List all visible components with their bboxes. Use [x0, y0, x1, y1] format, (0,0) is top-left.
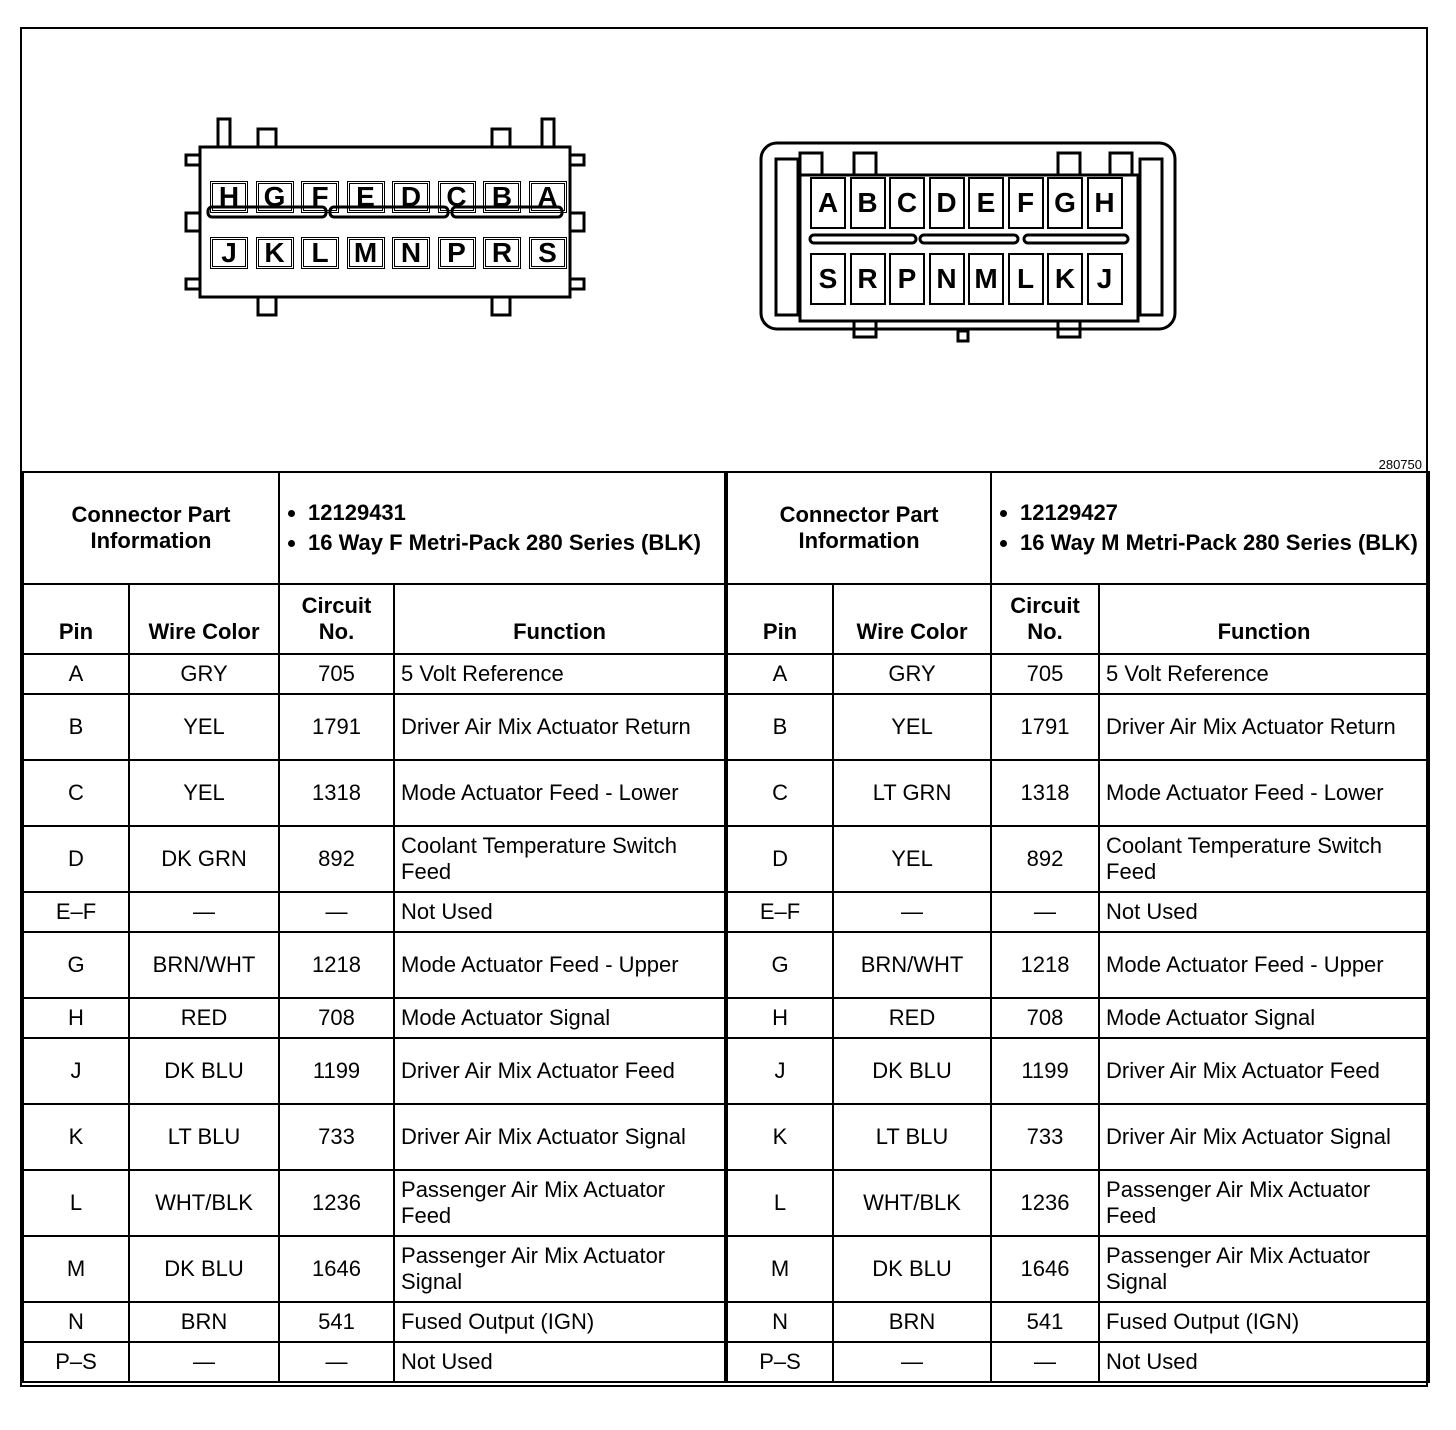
- pin-G: G: [1047, 177, 1083, 229]
- female-connector-outline: [180, 117, 600, 327]
- wire-color-cell: —: [833, 1342, 991, 1382]
- pin-cell: P–S: [23, 1342, 129, 1382]
- pin-cell: G: [727, 932, 833, 998]
- table-row: [727, 654, 1429, 694]
- table-row: [23, 1104, 725, 1170]
- pin-F: F: [1008, 177, 1044, 229]
- table-row: [727, 998, 1429, 1038]
- circuit-cell: 1318: [991, 760, 1099, 826]
- pin-R: R: [850, 253, 886, 305]
- function-cell: Not Used: [1099, 892, 1429, 932]
- table-row: [23, 1038, 725, 1104]
- table-row: [23, 654, 725, 694]
- circuit-cell: 708: [991, 998, 1099, 1038]
- female-connector-table: [22, 471, 726, 1383]
- function-cell: 5 Volt Reference: [1099, 654, 1429, 694]
- function-cell: Mode Actuator Feed - Lower: [394, 760, 725, 826]
- circuit-cell: 733: [991, 1104, 1099, 1170]
- function-cell: Mode Actuator Feed - Upper: [394, 932, 725, 998]
- table-row: [23, 998, 725, 1038]
- pin-cell: M: [23, 1236, 129, 1302]
- pin-cell: H: [727, 998, 833, 1038]
- table-row: [727, 932, 1429, 998]
- pin-A: A: [810, 177, 846, 229]
- pin-P: P: [438, 237, 476, 269]
- circuit-cell: 1218: [279, 932, 394, 998]
- pin-N: N: [392, 237, 430, 269]
- table-row: [23, 826, 725, 892]
- pin-S: S: [810, 253, 846, 305]
- part-number: • 12129431: [308, 500, 718, 526]
- wire-color-cell: DK BLU: [129, 1038, 279, 1104]
- wire-color-cell: YEL: [129, 694, 279, 760]
- circuit-cell: 892: [279, 826, 394, 892]
- pin-A: A: [529, 181, 567, 213]
- info-label: Connector Part Information: [23, 472, 279, 584]
- part-info: [279, 472, 725, 584]
- pin-K: K: [256, 237, 294, 269]
- circuit-cell: 1199: [279, 1038, 394, 1104]
- circuit-cell: 705: [991, 654, 1099, 694]
- function-cell: Mode Actuator Signal: [1099, 998, 1429, 1038]
- circuit-cell: 541: [991, 1302, 1099, 1342]
- pin-F: F: [301, 181, 339, 213]
- col-pin: Pin: [727, 584, 833, 654]
- circuit-cell: 1791: [991, 694, 1099, 760]
- wire-color-cell: YEL: [833, 694, 991, 760]
- pin-D: D: [392, 181, 430, 213]
- function-cell: Fused Output (IGN): [394, 1302, 725, 1342]
- function-cell: Driver Air Mix Actuator Return: [1099, 694, 1429, 760]
- function-cell: Driver Air Mix Actuator Signal: [1099, 1104, 1429, 1170]
- pin-cell: D: [23, 826, 129, 892]
- circuit-cell: 705: [279, 654, 394, 694]
- table-row: [23, 1236, 725, 1302]
- pin-H: H: [1087, 177, 1123, 229]
- circuit-cell: —: [991, 1342, 1099, 1382]
- pin-C: C: [889, 177, 925, 229]
- pin-cell: B: [23, 694, 129, 760]
- pin-D: D: [929, 177, 965, 229]
- pin-P: P: [889, 253, 925, 305]
- wire-color-cell: LT BLU: [833, 1104, 991, 1170]
- part-description: • 16 Way M Metri-Pack 280 Series (BLK): [1020, 530, 1422, 556]
- pin-cell: J: [23, 1038, 129, 1104]
- table-row: [727, 694, 1429, 760]
- table-row: [727, 1038, 1429, 1104]
- wire-color-cell: DK BLU: [129, 1236, 279, 1302]
- wire-color-cell: YEL: [833, 826, 991, 892]
- wire-color-cell: WHT/BLK: [833, 1170, 991, 1236]
- pin-G: G: [256, 181, 294, 213]
- pin-J: J: [1087, 253, 1123, 305]
- pin-cell: A: [23, 654, 129, 694]
- col-wire-color: Wire Color: [129, 584, 279, 654]
- part-info: [991, 472, 1429, 584]
- function-cell: Mode Actuator Feed - Upper: [1099, 932, 1429, 998]
- pinout-tables: [22, 471, 1426, 1383]
- pin-M: M: [968, 253, 1004, 305]
- pin-C: C: [438, 181, 476, 213]
- col-circuit: Circuit No.: [279, 584, 394, 654]
- pin-L: L: [1008, 253, 1044, 305]
- pin-cell: D: [727, 826, 833, 892]
- circuit-cell: 1199: [991, 1038, 1099, 1104]
- function-cell: Fused Output (IGN): [1099, 1302, 1429, 1342]
- table-row: [727, 1104, 1429, 1170]
- pin-cell: P–S: [727, 1342, 833, 1382]
- function-cell: Passenger Air Mix Actuator Signal: [1099, 1236, 1429, 1302]
- pin-E: E: [347, 181, 385, 213]
- table-row: [727, 760, 1429, 826]
- circuit-cell: 1236: [279, 1170, 394, 1236]
- circuit-cell: 1318: [279, 760, 394, 826]
- col-circuit: Circuit No.: [991, 584, 1099, 654]
- pin-J: J: [210, 237, 248, 269]
- pin-cell: H: [23, 998, 129, 1038]
- part-number: • 12129427: [1020, 500, 1422, 526]
- table-row: [23, 694, 725, 760]
- function-cell: Passenger Air Mix Actuator Feed: [394, 1170, 725, 1236]
- pin-L: L: [301, 237, 339, 269]
- pin-cell: N: [727, 1302, 833, 1342]
- col-function: Function: [394, 584, 725, 654]
- pin-cell: M: [727, 1236, 833, 1302]
- info-label: Connector Part Information: [727, 472, 991, 584]
- wire-color-cell: YEL: [129, 760, 279, 826]
- circuit-cell: 1791: [279, 694, 394, 760]
- circuit-cell: 541: [279, 1302, 394, 1342]
- table-row: [23, 1170, 725, 1236]
- pin-H: H: [210, 181, 248, 213]
- table-row: [23, 760, 725, 826]
- wire-color-cell: RED: [129, 998, 279, 1038]
- function-cell: Passenger Air Mix Actuator Feed: [1099, 1170, 1429, 1236]
- table-row: [23, 892, 725, 932]
- pin-cell: L: [727, 1170, 833, 1236]
- function-cell: Driver Air Mix Actuator Feed: [1099, 1038, 1429, 1104]
- pin-K: K: [1047, 253, 1083, 305]
- function-cell: Not Used: [394, 892, 725, 932]
- male-connector-outline: [758, 125, 1182, 345]
- circuit-cell: 733: [279, 1104, 394, 1170]
- wire-color-cell: BRN/WHT: [129, 932, 279, 998]
- connector-diagram: [22, 29, 1430, 471]
- function-cell: Driver Air Mix Actuator Return: [394, 694, 725, 760]
- circuit-cell: —: [279, 892, 394, 932]
- circuit-cell: 1218: [991, 932, 1099, 998]
- pin-cell: E–F: [727, 892, 833, 932]
- pin-B: B: [483, 181, 521, 213]
- pin-cell: N: [23, 1302, 129, 1342]
- function-cell: Passenger Air Mix Actuator Signal: [394, 1236, 725, 1302]
- function-cell: Not Used: [394, 1342, 725, 1382]
- wire-color-cell: RED: [833, 998, 991, 1038]
- wire-color-cell: BRN/WHT: [833, 932, 991, 998]
- function-cell: 5 Volt Reference: [394, 654, 725, 694]
- pin-M: M: [347, 237, 385, 269]
- col-wire-color: Wire Color: [833, 584, 991, 654]
- table-row: [23, 1302, 725, 1342]
- pin-cell: L: [23, 1170, 129, 1236]
- pin-cell: C: [727, 760, 833, 826]
- pin-cell: C: [23, 760, 129, 826]
- wire-color-cell: DK BLU: [833, 1038, 991, 1104]
- pin-cell: J: [727, 1038, 833, 1104]
- circuit-cell: —: [991, 892, 1099, 932]
- pin-cell: G: [23, 932, 129, 998]
- pin-R: R: [483, 237, 521, 269]
- function-cell: Mode Actuator Feed - Lower: [1099, 760, 1429, 826]
- function-cell: Coolant Temperature Switch Feed: [1099, 826, 1429, 892]
- table-row: [23, 932, 725, 998]
- table-row: [23, 1342, 725, 1382]
- table-row: [727, 1302, 1429, 1342]
- function-cell: Driver Air Mix Actuator Signal: [394, 1104, 725, 1170]
- table-row: [727, 1342, 1429, 1382]
- table-row: [727, 1170, 1429, 1236]
- circuit-cell: 1646: [279, 1236, 394, 1302]
- table-row: [727, 1236, 1429, 1302]
- part-description: • 16 Way F Metri-Pack 280 Series (BLK): [308, 530, 718, 556]
- pin-cell: A: [727, 654, 833, 694]
- pin-cell: K: [727, 1104, 833, 1170]
- wire-color-cell: LT BLU: [129, 1104, 279, 1170]
- document-frame: [20, 27, 1428, 1387]
- col-function: Function: [1099, 584, 1429, 654]
- wire-color-cell: GRY: [129, 654, 279, 694]
- wire-color-cell: —: [129, 892, 279, 932]
- pin-cell: B: [727, 694, 833, 760]
- circuit-cell: 1236: [991, 1170, 1099, 1236]
- circuit-cell: 708: [279, 998, 394, 1038]
- pin-B: B: [850, 177, 886, 229]
- wire-color-cell: BRN: [129, 1302, 279, 1342]
- function-cell: Mode Actuator Signal: [394, 998, 725, 1038]
- wire-color-cell: GRY: [833, 654, 991, 694]
- wire-color-cell: BRN: [833, 1302, 991, 1342]
- function-cell: Driver Air Mix Actuator Feed: [394, 1038, 725, 1104]
- circuit-cell: 892: [991, 826, 1099, 892]
- wire-color-cell: —: [129, 1342, 279, 1382]
- circuit-cell: 1646: [991, 1236, 1099, 1302]
- wire-color-cell: DK GRN: [129, 826, 279, 892]
- wire-color-cell: LT GRN: [833, 760, 991, 826]
- col-pin: Pin: [23, 584, 129, 654]
- pin-E: E: [968, 177, 1004, 229]
- figure-id: 280750: [1378, 457, 1422, 472]
- wire-color-cell: WHT/BLK: [129, 1170, 279, 1236]
- function-cell: Coolant Temperature Switch Feed: [394, 826, 725, 892]
- pin-S: S: [529, 237, 567, 269]
- pin-cell: E–F: [23, 892, 129, 932]
- table-row: [727, 892, 1429, 932]
- table-row: [727, 826, 1429, 892]
- pin-cell: K: [23, 1104, 129, 1170]
- wire-color-cell: —: [833, 892, 991, 932]
- wire-color-cell: DK BLU: [833, 1236, 991, 1302]
- male-connector-table: [726, 471, 1430, 1383]
- circuit-cell: —: [279, 1342, 394, 1382]
- function-cell: Not Used: [1099, 1342, 1429, 1382]
- pin-N: N: [929, 253, 965, 305]
